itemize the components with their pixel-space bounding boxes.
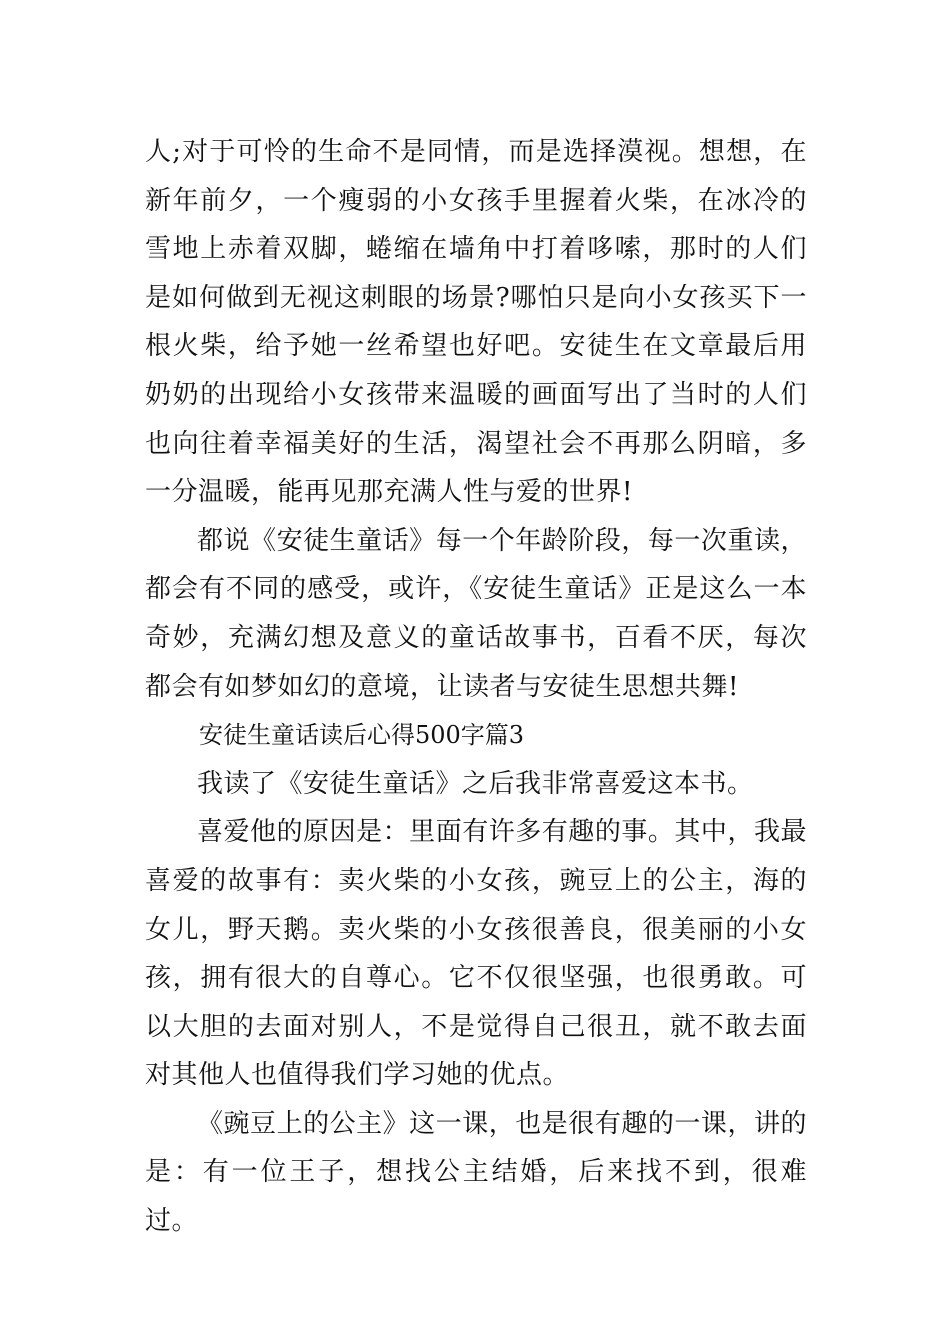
body-paragraph: 都说《安徒生童话》每一个年龄阶段，每一次重读，都会有不同的感受，或许，《安徒生童话》正是这么一本奇妙，充满幻想及意义的童话故事书，百看不厌，每次都会有如梦如幻的意境，让读者与安徒生思想共舞! xyxy=(145,525,807,702)
section-heading: 安徒生童话读后心得500字篇3 xyxy=(199,721,525,750)
document-page xyxy=(145,128,807,1246)
body-paragraph: 人;对于可怜的生命不是同情，而是选择漠视。想想，在新年前夕，一个瘦弱的小女孩手里握着火柴，在冰冷的雪地上赤着双脚，蜷缩在墙角中打着哆嗦，那时的人们是如何做到无视这刺眼的场景?哪怕只是向小女孩买下一根火柴，给予她一丝希望也好吧。安徒生在文章最后用奶奶的出现给小女孩带来温暖的画面写出了当时的人们也向往着幸福美好的生活，渴望社会不再那么阴暗，多一分温暖，能再见那充满人性与爱的世界! xyxy=(145,137,807,508)
body-paragraph: 我读了《安徒生童话》之后我非常喜爱这本书。 xyxy=(197,768,754,799)
body-paragraph: 《豌豆上的公主》这一课，也是很有趣的一课，讲的是：有一位王子，想找公主结婚，后来找不到，很难过。 xyxy=(145,1108,807,1237)
body-paragraph: 喜爱他的原因是：里面有许多有趣的事。其中，我最喜爱的故事有：卖火柴的小女孩，豌豆上的公主，海的女儿，野天鹅。卖火柴的小女孩很善良，很美丽的小女孩，拥有很大的自尊心。它不仅很坚强，也很勇敢。可以大胆的去面对别人，不是觉得自己很丑，就不敢去面对其他人也值得我们学习她的优点。 xyxy=(145,817,807,1091)
